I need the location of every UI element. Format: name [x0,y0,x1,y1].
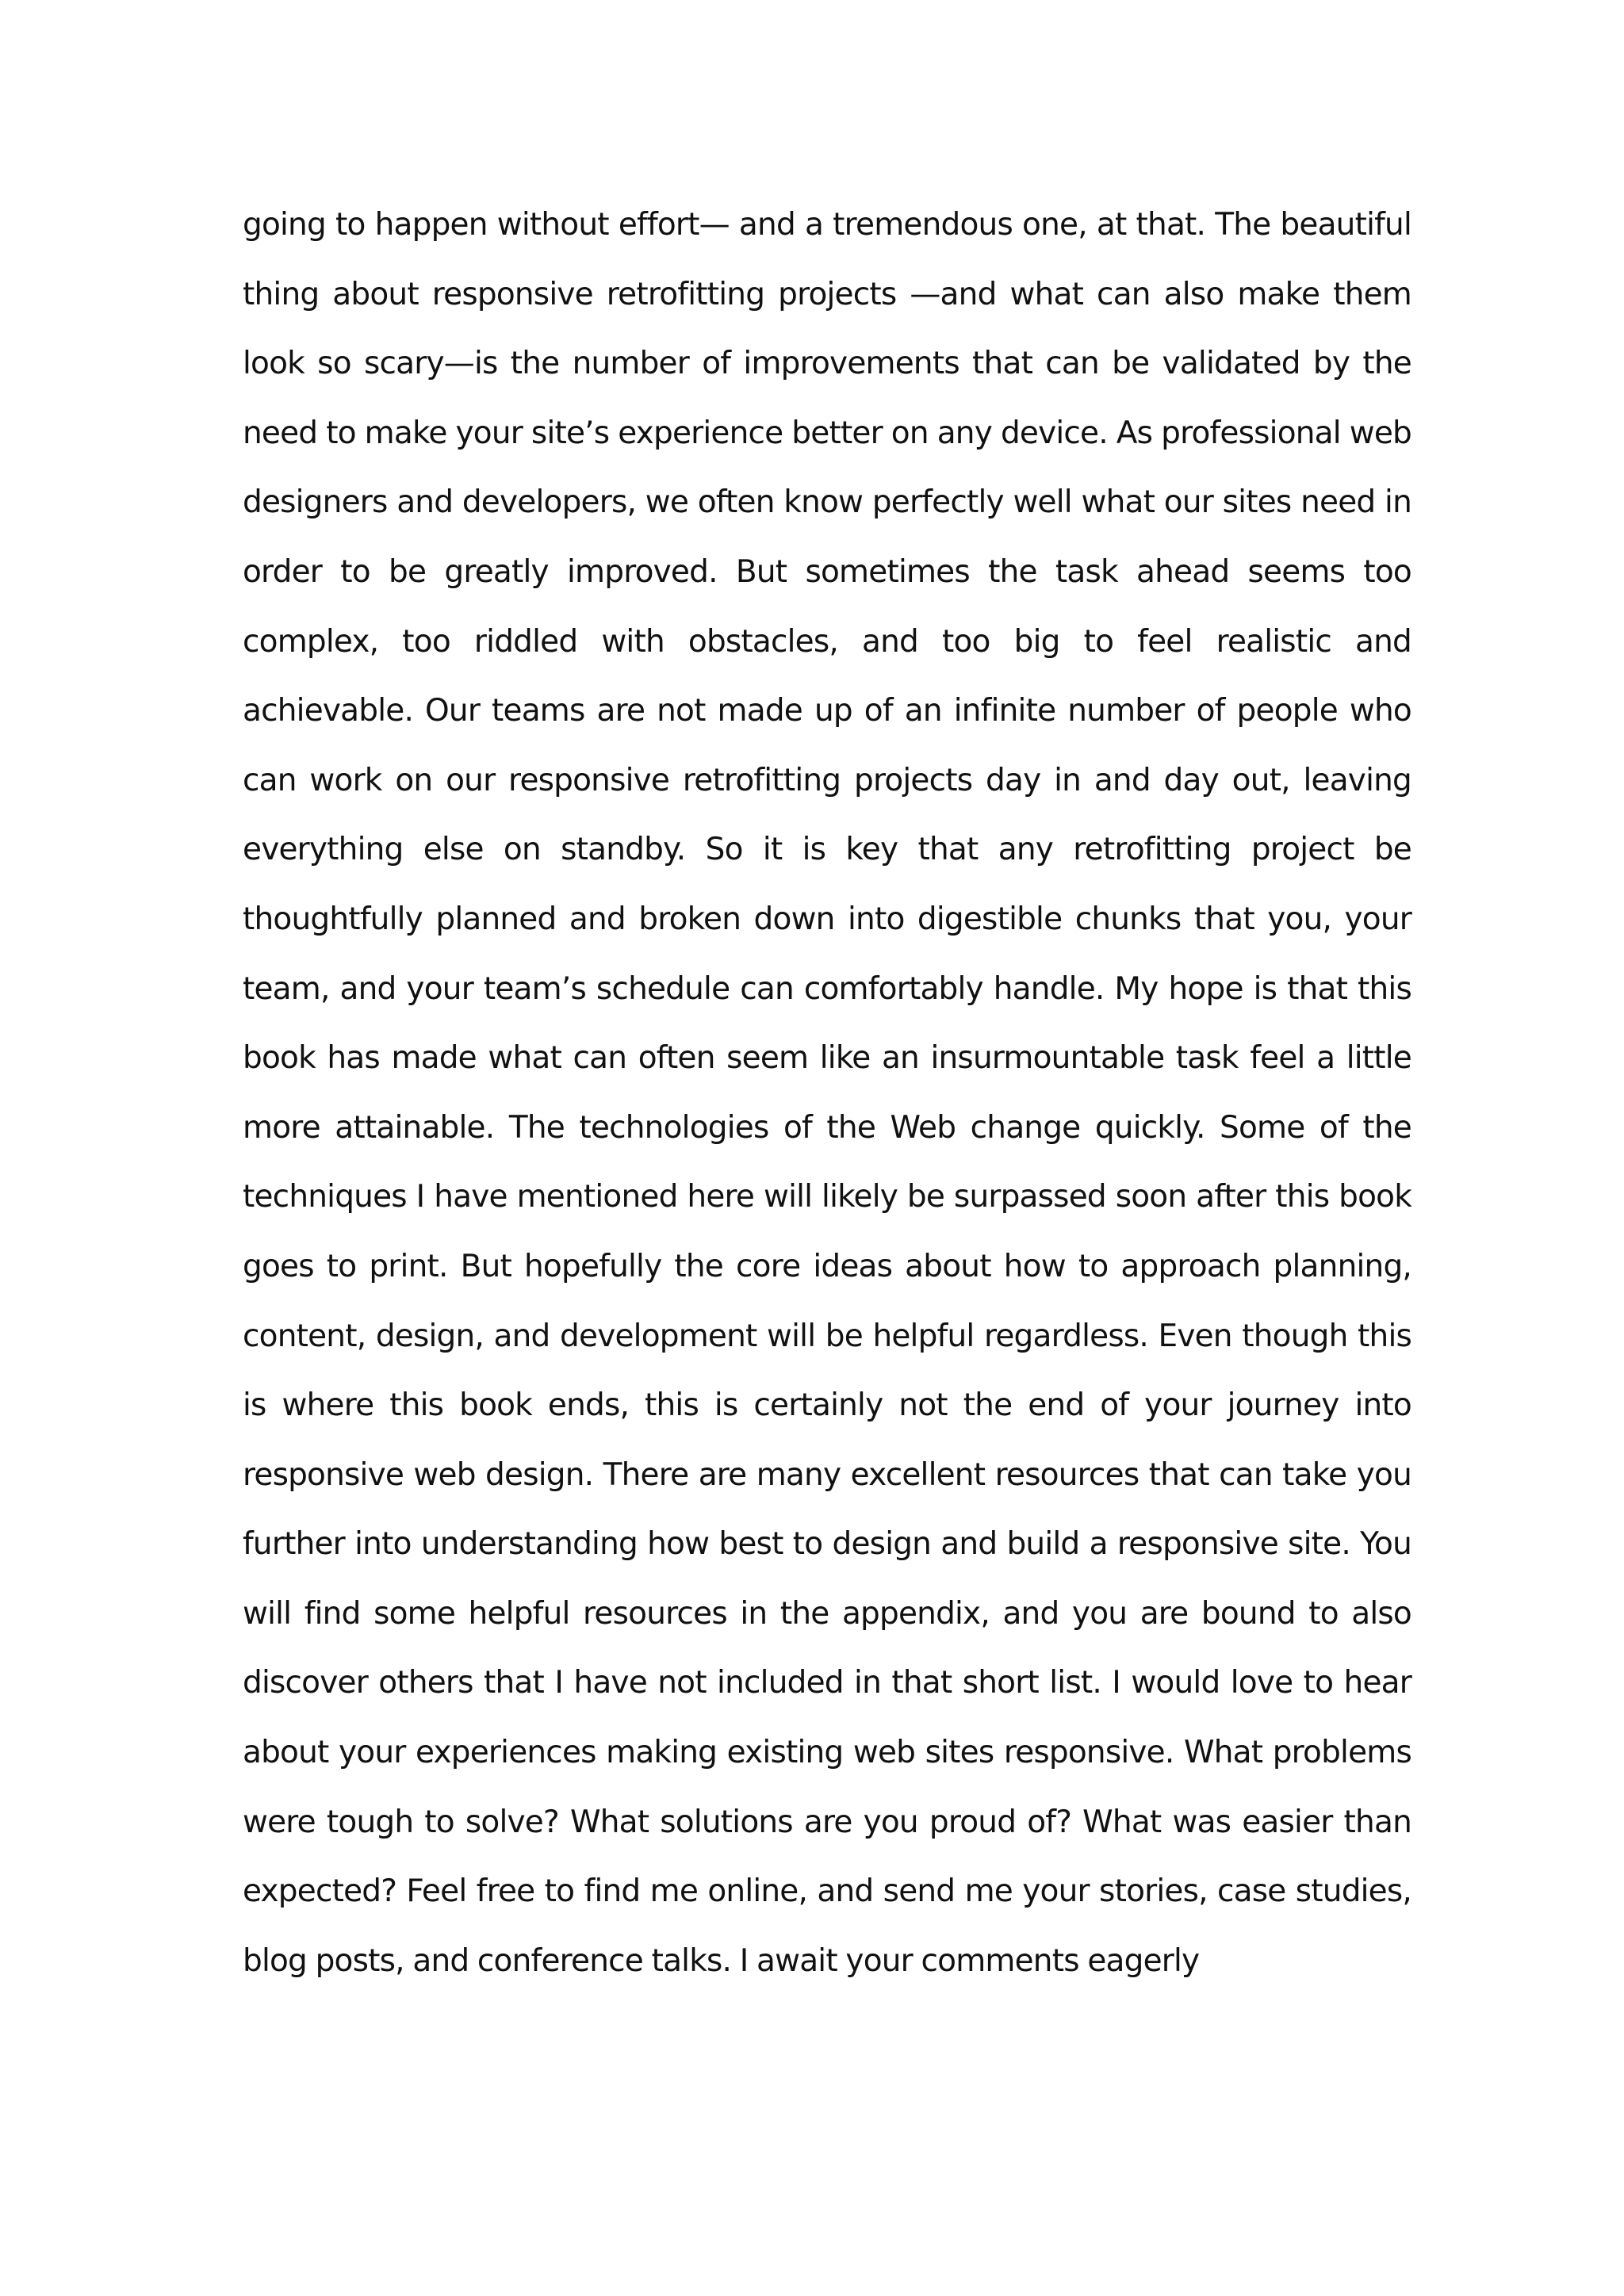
body-paragraph: going to happen without effort— and a tremendous one, at that. The beautiful thing about responsive retrofitting projects —and what can also make them look so scary—is the number of improvements that can be validated by the need to make your site’s experience better on any device. As professional web designers and developers, we often know perfectly well what our sites need in order to be greatly improved. But sometimes the task ahead seems too complex, too riddled with obstacles, and too big to feel realistic and achievable. Our teams are not made up of an infinite number of people who can work on our responsive retrofitting projects day in and day out, leaving everything else on standby. So it is key that any retrofitting project be thoughtfully planned and broken down into digestible chunks that you, your team, and your team’s schedule can comfortably handle. My hope is that this book has made what can often seem like an insurmountable task feel a little more attainable. The technologies of the Web change quickly. Some of the techniques I have mentioned here will likely be surpassed soon after this book goes to print. But hopefully the core ideas about how to approach planning, content, design, and development will be helpful regardless. Even though this is where this book ends, this is certainly not the end of your journey into responsive web design. There are many excellent resources that can take you further into understanding how best to design and build a responsive site. You will find some helpful resources in the appendix, and you are bound to also discover others that I have not included in that short list. I would love to hear about your experiences making existing web sites responsive. What problems were tough to solve? What solutions are you proud of? What was easier than expected? Feel free to find me online, and send me your stories, case studies, blog posts, and conference talks. I await your comments eagerly [243,207,1411,1979]
